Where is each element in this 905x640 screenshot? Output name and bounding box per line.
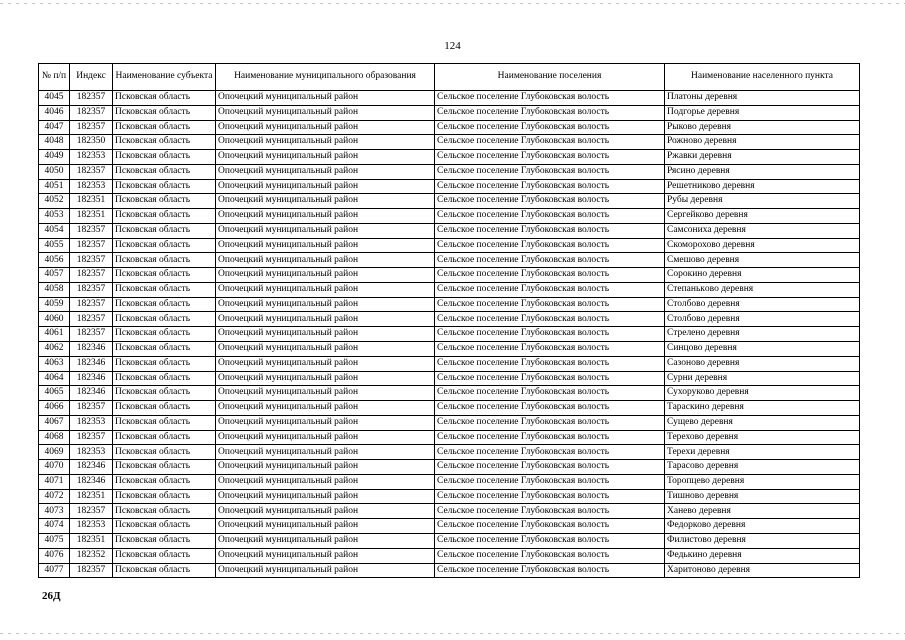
subject-name: Псковская область <box>113 238 216 253</box>
settlement-name: Сельское поселение Глубоковская волость <box>435 504 665 519</box>
table-row <box>39 223 860 238</box>
settlement-name: Сельское поселение Глубоковская волость <box>435 533 665 548</box>
postal-index: 182353 <box>70 445 113 460</box>
municipality-name: Опочецкий муниципальный район <box>216 282 435 297</box>
row-number: 4060 <box>39 312 70 327</box>
postal-index: 182357 <box>70 238 113 253</box>
locality-name: Платоны деревня <box>665 91 860 106</box>
row-number: 4072 <box>39 489 70 504</box>
subject-name: Псковская область <box>113 150 216 165</box>
municipality-name: Опочецкий муниципальный район <box>216 179 435 194</box>
subject-name: Псковская область <box>113 386 216 401</box>
postal-index: 182346 <box>70 371 113 386</box>
municipality-name: Опочецкий муниципальный район <box>216 533 435 548</box>
subject-name: Псковская область <box>113 489 216 504</box>
subject-name: Псковская область <box>113 209 216 224</box>
subject-name: Псковская область <box>113 460 216 475</box>
postal-index: 182352 <box>70 548 113 563</box>
subject-name: Псковская область <box>113 401 216 416</box>
postal-index: 182357 <box>70 223 113 238</box>
municipality-name: Опочецкий муниципальный район <box>216 105 435 120</box>
row-number: 4068 <box>39 430 70 445</box>
row-number: 4050 <box>39 164 70 179</box>
postal-index: 182357 <box>70 120 113 135</box>
table-row <box>39 282 860 297</box>
municipality-name: Опочецкий муниципальный район <box>216 401 435 416</box>
municipality-name: Опочецкий муниципальный район <box>216 519 435 534</box>
subject-name: Псковская область <box>113 519 216 534</box>
table-row <box>39 91 860 106</box>
locality-name: Смешово деревня <box>665 253 860 268</box>
postal-index: 182353 <box>70 415 113 430</box>
table-row <box>39 371 860 386</box>
row-number: 4069 <box>39 445 70 460</box>
postal-index: 182357 <box>70 297 113 312</box>
postal-index: 182357 <box>70 268 113 283</box>
postal-index: 182351 <box>70 194 113 209</box>
row-number: 4045 <box>39 91 70 106</box>
municipality-name: Опочецкий муниципальный район <box>216 474 435 489</box>
municipality-name: Опочецкий муниципальный район <box>216 371 435 386</box>
settlement-name: Сельское поселение Глубоковская волость <box>435 194 665 209</box>
row-number: 4053 <box>39 209 70 224</box>
table-row <box>39 120 860 135</box>
postal-index: 182346 <box>70 474 113 489</box>
locality-name: Харитоново деревня <box>665 563 860 578</box>
subject-name: Псковская область <box>113 371 216 386</box>
subject-name: Псковская область <box>113 268 216 283</box>
municipality-name: Опочецкий муниципальный район <box>216 238 435 253</box>
subject-name: Псковская область <box>113 563 216 578</box>
subject-name: Псковская область <box>113 223 216 238</box>
municipality-name: Опочецкий муниципальный район <box>216 342 435 357</box>
row-number: 4047 <box>39 120 70 135</box>
municipality-name: Опочецкий муниципальный район <box>216 194 435 209</box>
subject-name: Псковская область <box>113 282 216 297</box>
settlement-name: Сельское поселение Глубоковская волость <box>435 209 665 224</box>
subject-name: Псковская область <box>113 504 216 519</box>
settlement-name: Сельское поселение Глубоковская волость <box>435 91 665 106</box>
table-row <box>39 297 860 312</box>
postal-index: 182351 <box>70 533 113 548</box>
municipality-name: Опочецкий муниципальный район <box>216 135 435 150</box>
table-row <box>39 548 860 563</box>
municipality-name: Опочецкий муниципальный район <box>216 120 435 135</box>
postal-index: 182346 <box>70 460 113 475</box>
table-header-row <box>39 64 860 91</box>
page-number: 124 <box>444 40 461 52</box>
scan-artifact-bottom <box>0 633 905 634</box>
row-number: 4054 <box>39 223 70 238</box>
settlement-name: Сельское поселение Глубоковская волость <box>435 415 665 430</box>
table-row <box>39 209 860 224</box>
subject-name: Псковская область <box>113 120 216 135</box>
table-body <box>39 91 860 578</box>
row-number: 4077 <box>39 563 70 578</box>
row-number: 4059 <box>39 297 70 312</box>
postal-index: 182357 <box>70 504 113 519</box>
postal-index: 182357 <box>70 563 113 578</box>
municipality-name: Опочецкий муниципальный район <box>216 504 435 519</box>
locality-name: Федорково деревня <box>665 519 860 534</box>
municipality-name: Опочецкий муниципальный район <box>216 91 435 106</box>
subject-name: Псковская область <box>113 312 216 327</box>
municipality-name: Опочецкий муниципальный район <box>216 445 435 460</box>
postal-index: 182357 <box>70 164 113 179</box>
header-municipality: Наименование муниципального образования <box>216 64 435 91</box>
locality-name: Ханево деревня <box>665 504 860 519</box>
municipality-name: Опочецкий муниципальный район <box>216 430 435 445</box>
settlement-name: Сельское поселение Глубоковская волость <box>435 401 665 416</box>
table-row <box>39 238 860 253</box>
settlement-name: Сельское поселение Глубоковская волость <box>435 282 665 297</box>
settlement-name: Сельское поселение Глубоковская волость <box>435 135 665 150</box>
row-number: 4048 <box>39 135 70 150</box>
settlement-name: Сельское поселение Глубоковская волость <box>435 327 665 342</box>
row-number: 4071 <box>39 474 70 489</box>
locality-name: Синцово деревня <box>665 342 860 357</box>
postal-index: 182346 <box>70 342 113 357</box>
row-number: 4051 <box>39 179 70 194</box>
table-row <box>39 533 860 548</box>
row-number: 4070 <box>39 460 70 475</box>
postal-index: 182351 <box>70 209 113 224</box>
postal-index: 182353 <box>70 179 113 194</box>
row-number: 4076 <box>39 548 70 563</box>
settlement-name: Сельское поселение Глубоковская волость <box>435 342 665 357</box>
municipality-name: Опочецкий муниципальный район <box>216 223 435 238</box>
table-row <box>39 253 860 268</box>
postal-index: 182357 <box>70 401 113 416</box>
locality-name: Терехи деревня <box>665 445 860 460</box>
row-number: 4074 <box>39 519 70 534</box>
header-index: Индекс <box>70 64 113 91</box>
settlement-name: Сельское поселение Глубоковская волость <box>435 223 665 238</box>
postal-index: 182357 <box>70 327 113 342</box>
postal-index: 182353 <box>70 150 113 165</box>
table-row <box>39 194 860 209</box>
settlement-name: Сельское поселение Глубоковская волость <box>435 297 665 312</box>
row-number: 4062 <box>39 342 70 357</box>
locality-name: Сущево деревня <box>665 415 860 430</box>
postal-index: 182357 <box>70 312 113 327</box>
municipality-name: Опочецкий муниципальный район <box>216 312 435 327</box>
municipality-name: Опочецкий муниципальный район <box>216 253 435 268</box>
municipality-name: Опочецкий муниципальный район <box>216 460 435 475</box>
locality-name: Рожново деревня <box>665 135 860 150</box>
locality-name: Тарасово деревня <box>665 460 860 475</box>
table-row <box>39 401 860 416</box>
table-row <box>39 135 860 150</box>
subject-name: Псковская область <box>113 179 216 194</box>
locality-name: Степанькoво деревня <box>665 282 860 297</box>
subject-name: Псковская область <box>113 415 216 430</box>
table-row <box>39 430 860 445</box>
postal-index: 182357 <box>70 430 113 445</box>
row-number: 4056 <box>39 253 70 268</box>
municipality-name: Опочецкий муниципальный район <box>216 356 435 371</box>
locality-name: Рыково деревня <box>665 120 860 135</box>
header-subject: Наименование субъекта <box>113 64 216 91</box>
table-row <box>39 342 860 357</box>
postal-index: 182346 <box>70 356 113 371</box>
settlement-name: Сельское поселение Глубоковская волость <box>435 253 665 268</box>
table-row <box>39 474 860 489</box>
settlement-name: Сельское поселение Глубоковская волость <box>435 356 665 371</box>
settlement-name: Сельское поселение Глубоковская волость <box>435 164 665 179</box>
subject-name: Псковская область <box>113 135 216 150</box>
settlement-name: Сельское поселение Глубоковская волость <box>435 489 665 504</box>
locality-name: Сорокино деревня <box>665 268 860 283</box>
settlement-name: Сельское поселение Глубоковская волость <box>435 179 665 194</box>
settlement-name: Сельское поселение Глубоковская волость <box>435 386 665 401</box>
settlement-name: Сельское поселение Глубоковская волость <box>435 460 665 475</box>
table-row <box>39 504 860 519</box>
table-row <box>39 268 860 283</box>
row-number: 4052 <box>39 194 70 209</box>
locality-name: Сухоруково деревня <box>665 386 860 401</box>
table-row <box>39 356 860 371</box>
settlement-name: Сельское поселение Глубоковская волость <box>435 371 665 386</box>
table-row <box>39 105 860 120</box>
postal-index: 182346 <box>70 386 113 401</box>
row-number: 4064 <box>39 371 70 386</box>
postal-index: 182357 <box>70 253 113 268</box>
locality-name: Скоморохово деревня <box>665 238 860 253</box>
locality-name: Ржавки деревня <box>665 150 860 165</box>
table-row <box>39 179 860 194</box>
subject-name: Псковская область <box>113 297 216 312</box>
settlement-name: Сельское поселение Глубоковская волость <box>435 563 665 578</box>
table-row <box>39 312 860 327</box>
locality-name: Решетниково деревня <box>665 179 860 194</box>
settlement-name: Сельское поселение Глубоковская волость <box>435 519 665 534</box>
settlement-name: Сельское поселение Глубоковская волость <box>435 238 665 253</box>
locality-name: Столбово деревня <box>665 312 860 327</box>
row-number: 4066 <box>39 401 70 416</box>
subject-name: Псковская область <box>113 474 216 489</box>
row-number: 4075 <box>39 533 70 548</box>
municipality-name: Опочецкий муниципальный район <box>216 489 435 504</box>
settlement-name: Сельское поселение Глубоковская волость <box>435 120 665 135</box>
municipality-name: Опочецкий муниципальный район <box>216 150 435 165</box>
municipality-name: Опочецкий муниципальный район <box>216 415 435 430</box>
subject-name: Псковская область <box>113 91 216 106</box>
subject-name: Псковская область <box>113 342 216 357</box>
table-row <box>39 327 860 342</box>
table-row <box>39 164 860 179</box>
table-row <box>39 445 860 460</box>
subject-name: Псковская область <box>113 194 216 209</box>
row-number: 4061 <box>39 327 70 342</box>
subject-name: Псковская область <box>113 430 216 445</box>
municipality-name: Опочецкий муниципальный район <box>216 209 435 224</box>
settlement-name: Сельское поселение Глубоковская волость <box>435 445 665 460</box>
subject-name: Псковская область <box>113 548 216 563</box>
locality-name: Рубы деревня <box>665 194 860 209</box>
postal-index: 182350 <box>70 135 113 150</box>
municipality-name: Опочецкий муниципальный район <box>216 164 435 179</box>
locality-name: Сазоново деревня <box>665 356 860 371</box>
locality-name: Стрелено деревня <box>665 327 860 342</box>
table-row <box>39 489 860 504</box>
locality-name: Торопцево деревня <box>665 474 860 489</box>
postal-index: 182353 <box>70 519 113 534</box>
table-row <box>39 415 860 430</box>
locality-name: Сурни деревня <box>665 371 860 386</box>
table-row <box>39 150 860 165</box>
locality-name: Сергейково деревня <box>665 209 860 224</box>
row-number: 4057 <box>39 268 70 283</box>
municipality-name: Опочецкий муниципальный район <box>216 548 435 563</box>
municipality-name: Опочецкий муниципальный район <box>216 297 435 312</box>
subject-name: Псковская область <box>113 253 216 268</box>
locality-name: Тишново деревня <box>665 489 860 504</box>
table-row <box>39 460 860 475</box>
locality-name: Столбово деревня <box>665 297 860 312</box>
settlement-name: Сельское поселение Глубоковская волость <box>435 430 665 445</box>
locality-name: Самсониха деревня <box>665 223 860 238</box>
row-number: 4067 <box>39 415 70 430</box>
settlement-name: Сельское поселение Глубоковская волость <box>435 312 665 327</box>
postal-index: 182357 <box>70 105 113 120</box>
row-number: 4046 <box>39 105 70 120</box>
row-number: 4073 <box>39 504 70 519</box>
row-number: 4055 <box>39 238 70 253</box>
municipality-name: Опочецкий муниципальный район <box>216 268 435 283</box>
row-number: 4065 <box>39 386 70 401</box>
municipality-name: Опочецкий муниципальный район <box>216 386 435 401</box>
subject-name: Псковская область <box>113 105 216 120</box>
header-locality: Наименование населенного пункта <box>665 64 860 91</box>
footer-code: 26Д <box>42 590 61 602</box>
postal-index: 182357 <box>70 91 113 106</box>
row-number: 4049 <box>39 150 70 165</box>
subject-name: Псковская область <box>113 164 216 179</box>
scan-artifact-top <box>0 3 905 4</box>
subject-name: Псковская область <box>113 327 216 342</box>
table-row <box>39 563 860 578</box>
locality-name: Федькино деревня <box>665 548 860 563</box>
settlement-name: Сельское поселение Глубоковская волость <box>435 105 665 120</box>
locality-name: Подгорье деревня <box>665 105 860 120</box>
municipality-name: Опочецкий муниципальный район <box>216 563 435 578</box>
settlement-name: Сельское поселение Глубоковская волость <box>435 548 665 563</box>
settlement-name: Сельское поселение Глубоковская волость <box>435 150 665 165</box>
table-row <box>39 519 860 534</box>
header-settlement: Наименование поселения <box>435 64 665 91</box>
header-number: № п/п <box>39 64 70 91</box>
table-row <box>39 386 860 401</box>
postal-index: 182351 <box>70 489 113 504</box>
subject-name: Псковская область <box>113 356 216 371</box>
row-number: 4063 <box>39 356 70 371</box>
row-number: 4058 <box>39 282 70 297</box>
settlement-name: Сельское поселение Глубоковская волость <box>435 474 665 489</box>
locality-name: Тараскино деревня <box>665 401 860 416</box>
subject-name: Псковская область <box>113 445 216 460</box>
municipality-name: Опочецкий муниципальный район <box>216 327 435 342</box>
subject-name: Псковская область <box>113 533 216 548</box>
settlements-table <box>38 63 860 578</box>
locality-name: Рясино деревня <box>665 164 860 179</box>
locality-name: Терехово деревня <box>665 430 860 445</box>
postal-index: 182357 <box>70 282 113 297</box>
locality-name: Филистово деревня <box>665 533 860 548</box>
settlement-name: Сельское поселение Глубоковская волость <box>435 268 665 283</box>
